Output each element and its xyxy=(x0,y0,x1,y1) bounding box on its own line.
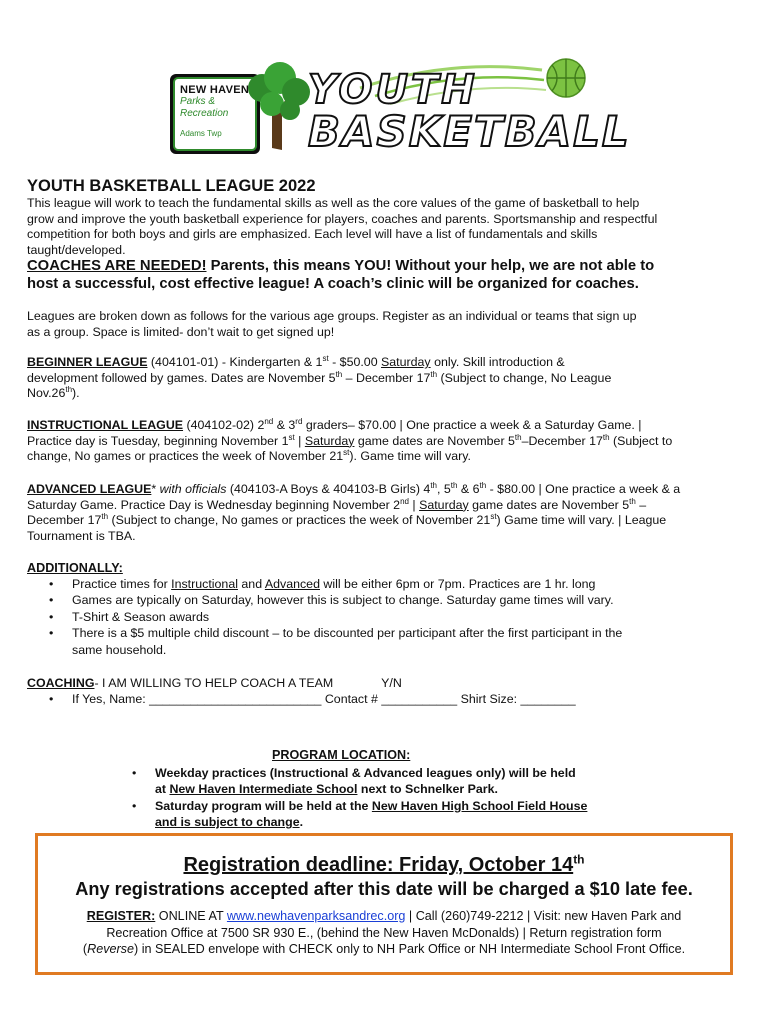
list-text: Practice times for xyxy=(72,577,172,591)
list-text: Weekday practices (Instructional & Advanced leagues only) will be held xyxy=(155,766,576,780)
leagues-intro-line: Leagues are broken down as follows for the various age groups. Register as an individual or teams that sign up xyxy=(27,309,637,323)
instructional-text: ). Game time will vary. xyxy=(349,449,471,464)
bullet: • xyxy=(49,577,54,591)
sup: st xyxy=(322,353,329,363)
list-text: New Haven High School Field House xyxy=(371,798,588,813)
advanced-text: Saturday Game. Practice Day is Wednesday beginning November 2 xyxy=(27,497,401,512)
sup: th xyxy=(430,480,437,490)
saturday-text: Saturday xyxy=(419,497,469,512)
instructional-text: (404102-02) 2 xyxy=(183,418,265,432)
list-text: T-Shirt & Season awards xyxy=(72,609,210,624)
coaching-form-line[interactable] xyxy=(27,691,747,707)
list-item xyxy=(110,798,670,831)
saturday-text: Saturday xyxy=(381,355,431,369)
list-text: same household. xyxy=(72,642,167,657)
sup: rd xyxy=(295,416,303,426)
sup: th xyxy=(450,480,458,490)
advanced-text: - $80.00 | One practice a week & a xyxy=(486,482,681,496)
list-text: . xyxy=(299,815,304,830)
beginner-text: only. Skill introduction & xyxy=(430,355,565,369)
instructional-text: & 3 xyxy=(273,418,296,432)
advanced-text: Tournament is TBA. xyxy=(27,528,136,543)
register-text: ( xyxy=(82,942,88,957)
additionally-heading: ADDITIONALLY: xyxy=(27,561,123,575)
instructional-league-name: INSTRUCTIONAL LEAGUE xyxy=(27,418,184,432)
register-text: Recreation Office at 7500 SR 930 E., (behind the New Haven McDonalds) | Return registration form xyxy=(106,925,662,940)
list-text: Games are typically on Saturday, however this is subject to change. Saturday game times will vary. xyxy=(72,593,614,608)
beginner-text: – December 17 xyxy=(342,370,431,385)
coaching-section xyxy=(27,675,747,707)
advanced-text: ) Game time will vary. | League xyxy=(496,513,667,528)
intro-line: competition for both boys and girls are emphasized. Each level will have a list of fundamentals and skills xyxy=(27,227,598,242)
page-title: YOUTH BASKETBALL LEAGUE 2022 xyxy=(27,177,316,195)
coaching-text: - I AM WILLING TO HELP COACH A TEAM xyxy=(94,676,334,690)
instructional-text: (Subject to xyxy=(609,433,673,448)
website-link[interactable]: www.newhavenparksandrec.org xyxy=(226,909,406,923)
bullet: • xyxy=(49,609,54,624)
program-location-list xyxy=(110,765,670,831)
sup: th xyxy=(573,852,585,867)
logo-org-line1: NEW HAVEN xyxy=(180,84,250,96)
register-text: | Call (260)749-2212 | Visit: new Haven Park and xyxy=(405,909,682,923)
leagues-intro xyxy=(27,309,747,340)
logo-org-text xyxy=(180,84,258,140)
list-text: next to Schnelker Park. xyxy=(357,782,498,797)
list-text: at xyxy=(155,782,170,797)
deadline-title-text: Registration deadline: Friday, October 14 xyxy=(183,854,574,876)
instructional-text: graders– $70.00 | One practice a week & a Saturday Game. | xyxy=(302,418,642,432)
list-text: Saturday program will be held at the xyxy=(155,798,372,813)
list-item xyxy=(27,592,747,608)
register-info xyxy=(35,908,733,958)
list-text: Instructional xyxy=(171,577,238,591)
register-text: ONLINE AT xyxy=(155,909,227,923)
coaches-needed xyxy=(27,258,747,293)
sup: th xyxy=(101,512,109,522)
beginner-text: (404101-01) - Kindergarten & 1 xyxy=(147,355,323,369)
list-item xyxy=(27,609,747,625)
coaching-yn[interactable]: Y/N xyxy=(381,676,402,690)
register-text: ) in SEALED envelope with CHECK only to NH Park Office or NH Intermediate School Front Office. xyxy=(134,942,686,957)
instructional-text: | xyxy=(294,433,305,448)
coaches-needed-lead: COACHES ARE NEEDED! xyxy=(27,258,207,274)
logo-org-line2: Parks & xyxy=(180,96,216,107)
sup: th xyxy=(479,480,487,490)
bullet: • xyxy=(132,798,137,813)
instructional-text: Practice day is Tuesday, beginning November 1 xyxy=(27,433,289,448)
list-text: and xyxy=(237,577,265,591)
registration-deadline-title xyxy=(35,853,733,877)
register-label: REGISTER: xyxy=(86,909,156,923)
sup: st xyxy=(288,432,295,442)
beginner-text: - $50.00 xyxy=(328,355,382,369)
beginner-text: development followed by games. Dates are November 5 xyxy=(27,370,336,385)
beginner-text: (Subject to change, No League xyxy=(437,370,612,385)
advanced-text: – xyxy=(635,497,647,512)
list-text: will be either 6pm or 7pm. Practices are 1 hr. long xyxy=(319,577,596,591)
intro-paragraph xyxy=(27,196,747,258)
additionally-list xyxy=(27,576,747,658)
bullet: • xyxy=(132,766,137,780)
beginner-league-name: BEGINNER LEAGUE xyxy=(27,355,148,369)
program-location-heading: PROGRAM LOCATION: xyxy=(272,748,411,762)
instructional-text: –December 17 xyxy=(521,433,603,448)
register-text: Reverse xyxy=(87,942,134,957)
logo xyxy=(160,58,631,168)
intro-line: This league will work to teach the fundamental skills as well as the core values of the game of basketball to help xyxy=(27,196,640,210)
list-item xyxy=(110,765,670,798)
advanced-text: game dates are November 5 xyxy=(468,497,630,512)
bullet: • xyxy=(49,626,54,641)
list-text: and is subject to change xyxy=(155,815,300,830)
advanced-text: December 17 xyxy=(27,513,102,528)
saturday-text: Saturday xyxy=(304,433,355,448)
sup: th xyxy=(65,385,73,395)
advanced-star: * xyxy=(151,482,157,496)
advanced-text: (404103-A Boys & 404103-B Girls) 4 xyxy=(226,482,431,496)
list-item xyxy=(27,576,747,592)
list-item xyxy=(27,625,747,658)
advanced-officials: with officials xyxy=(156,482,227,496)
logo-title-basketball: BASKETBALL xyxy=(308,107,631,156)
intro-line: grow and improve the youth basketball experience for players, coaches and parents. Sportsmanship and respectful xyxy=(27,211,658,226)
additionally-section xyxy=(27,560,747,658)
sup: st xyxy=(343,448,350,458)
sup: th xyxy=(602,432,610,442)
coaches-needed-text: Parents, this means YOU! Without your help, we are not able to xyxy=(206,258,655,274)
advanced-text: (Subject to change, No games or practices the week of November 21 xyxy=(108,513,491,528)
sup: st xyxy=(490,512,497,522)
logo-title-youth: YOUTH xyxy=(308,67,478,113)
advanced-text: & 6 xyxy=(457,482,480,496)
instructional-text: change, No games or practices the week of November 21 xyxy=(27,449,344,464)
instructional-league xyxy=(27,418,747,465)
bullet: • xyxy=(49,692,54,706)
leagues-intro-line: as a group. Space is limited- don’t wait to get signed up! xyxy=(27,324,335,339)
late-fee-notice: Any registrations accepted after this date will be charged a $10 late fee. xyxy=(75,879,693,899)
location-list xyxy=(110,765,670,831)
advanced-text: , 5 xyxy=(437,482,451,496)
sup: nd xyxy=(400,496,409,506)
sup: th xyxy=(629,496,636,506)
beginner-league xyxy=(27,355,747,402)
logo-org-line3: Recreation xyxy=(180,108,229,119)
coaching-label: COACHING xyxy=(27,676,95,690)
intro-line: taught/developed. xyxy=(27,242,126,257)
coaches-needed-text: host a successful, cost effective league! A coach’s clinic will be organized for coaches. xyxy=(27,275,639,292)
sup: th xyxy=(335,369,343,379)
list-text: There is a $5 multiple child discount – to be discounted per participant after the first participant in the xyxy=(72,626,623,641)
sup: th xyxy=(514,432,522,442)
list-text: New Haven Intermediate School xyxy=(169,782,358,797)
sup: th xyxy=(430,369,438,379)
instructional-text: game dates are November 5 xyxy=(354,433,515,448)
sup: nd xyxy=(264,416,274,426)
logo-org-line4: Adams Twp xyxy=(180,129,222,138)
advanced-league xyxy=(27,482,747,544)
coaching-list xyxy=(27,691,747,707)
beginner-text: Nov.26 xyxy=(27,386,66,401)
coaching-form-text: If Yes, Name: _________________________ Contact # ___________ Shirt Size: ________ xyxy=(72,692,576,706)
beginner-text: ). xyxy=(72,386,80,401)
bullet: • xyxy=(49,593,54,608)
advanced-league-name: ADVANCED LEAGUE xyxy=(27,482,152,496)
list-text: Advanced xyxy=(264,577,320,591)
advanced-text: | xyxy=(408,497,420,512)
